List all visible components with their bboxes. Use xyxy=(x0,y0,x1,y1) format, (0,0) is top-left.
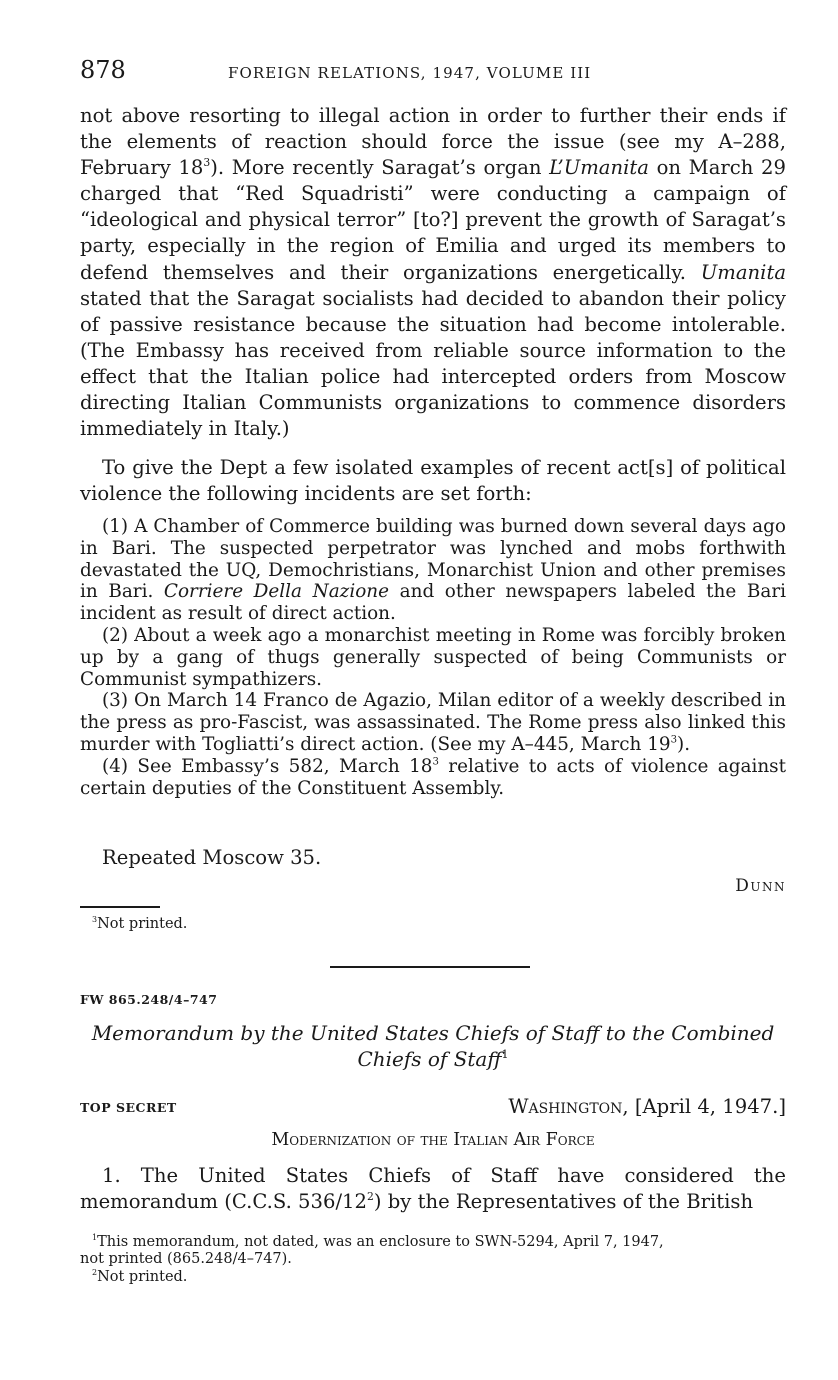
body-paragraph-1-text-a: not above resorting to illegal action in order to further their ends if the elements of reaction should force the issue (see my A–288, February 18 xyxy=(80,104,786,180)
memo-paragraph-1-text-a: 1. The United States Chiefs of Staff have considered the memorandum (C.C.S. 536/12 xyxy=(80,1164,786,1214)
signature: Dunn xyxy=(735,876,786,896)
footnote-ref: 3 xyxy=(670,734,678,746)
memo-title xyxy=(80,1020,786,1072)
memo-title-text: Memorandum by the United States Chiefs of Staff to the Combined Chiefs of Staff xyxy=(91,1021,775,1071)
incident-item-2: (2) About a week ago a monarchist meeting in Rome was forcibly broken up by a gang of thugs generally suspected of being Communists or Communist sympathizers. xyxy=(80,624,786,690)
footnote-ref: 3 xyxy=(203,156,211,170)
classification: TOP SECRET xyxy=(80,1100,177,1115)
document-page xyxy=(80,0,786,1380)
file-number: FW 865.248/4–747 xyxy=(80,992,218,1007)
memo-paragraph-1-text-b: ) by the Representatives of the British xyxy=(373,1190,754,1214)
footnote-2-text: Not printed. xyxy=(97,1269,188,1285)
footnote-ref: 1 xyxy=(501,1047,509,1061)
incident-1-text-b: and other newspapers labeled the Bari incident as result of direct action. xyxy=(80,581,786,625)
footnote-3-text: Not printed. xyxy=(97,916,188,932)
dateline-place: Washington, xyxy=(508,1095,629,1118)
incident-4-text-a: (4) See Embassy’s 582, March 18 xyxy=(102,755,433,777)
dateline xyxy=(508,1095,786,1118)
footnote-3 xyxy=(92,916,187,933)
running-title: FOREIGN RELATIONS, 1947, VOLUME III xyxy=(228,64,592,82)
body-paragraph-1-text-c: on March 29 charged that “Red Squadristi” were conducting a campaign of “ideological and physical terror” [to?] prevent the growth of Saragat’s party, especially in the region of Emilia and urged its members to defend themselves and their organizations energetically. xyxy=(80,156,786,284)
footnote-ref: 3 xyxy=(432,756,439,768)
memo-paragraph-1 xyxy=(80,1163,786,1215)
body-paragraph-1-text-b: ). More recently Saragat’s organ xyxy=(210,156,550,180)
incident-3-text-a: (3) On March 14 Franco de Agazio, Milan editor of a weekly described in the press as pro-Fascist, was assassinated. The Rome press also linked this murder with Togliatti’s direct action. (See my A–445, March 19 xyxy=(80,690,786,755)
incident-item-1 xyxy=(80,516,786,625)
newspaper-title: Corriere Della Nazione xyxy=(163,581,390,603)
body-paragraph-1 xyxy=(80,103,786,442)
page-number: 878 xyxy=(80,56,126,84)
footnote-marker: 2 xyxy=(92,1268,98,1278)
incident-item-3 xyxy=(80,690,786,755)
newspaper-title: Umanita xyxy=(700,260,786,284)
memo-subject: Modernization of the Italian Air Force xyxy=(271,1130,595,1150)
dateline-date: [April 4, 1947.] xyxy=(634,1095,786,1118)
body-paragraph-1-text-d: stated that the Saragat socialists had decided to abandon their policy of passive resistance because the situation had become intolerable. (The Embassy has received from reliable source information to the effect that the Italian police had intercepted orders from Moscow directing Italian Communists organizations to commence disorders immediately in Italy.) xyxy=(80,286,786,441)
incident-3-text-b: ). xyxy=(677,733,691,755)
footnote-2 xyxy=(92,1269,187,1286)
footnote-1 xyxy=(80,1234,664,1268)
footnote-1-line-1: This memorandum, not dated, was an enclosure to SWN-5294, April 7, 1947, xyxy=(97,1234,664,1250)
footnote-1-line-2: not printed (865.248/4–747). xyxy=(80,1251,292,1267)
incident-item-4 xyxy=(80,756,786,800)
incident-4-text-b: relative to acts of violence against certain deputies of the Constituent Assembly. xyxy=(80,755,787,799)
body-paragraph-2: To give the Dept a few isolated examples of recent act[s] of political violence the following incidents are set forth: xyxy=(80,456,786,506)
footnote-marker: 3 xyxy=(92,915,98,925)
incident-1-text-a: (1) A Chamber of Commerce building was burned down several days ago in Bari. The suspected perpetrator was lynched and mobs forthwith devastated the UQ, Demochristians, Monarchist Union and other premises in Bari. xyxy=(80,516,786,603)
footnote-ref: 2 xyxy=(367,1190,374,1204)
footnote-divider xyxy=(80,906,160,908)
footnote-marker: 1 xyxy=(92,1233,98,1243)
newspaper-title: L’Umanita xyxy=(549,156,649,180)
repeated-line: Repeated Moscow 35. xyxy=(102,846,322,869)
section-divider xyxy=(330,966,530,968)
incident-list xyxy=(80,516,786,799)
